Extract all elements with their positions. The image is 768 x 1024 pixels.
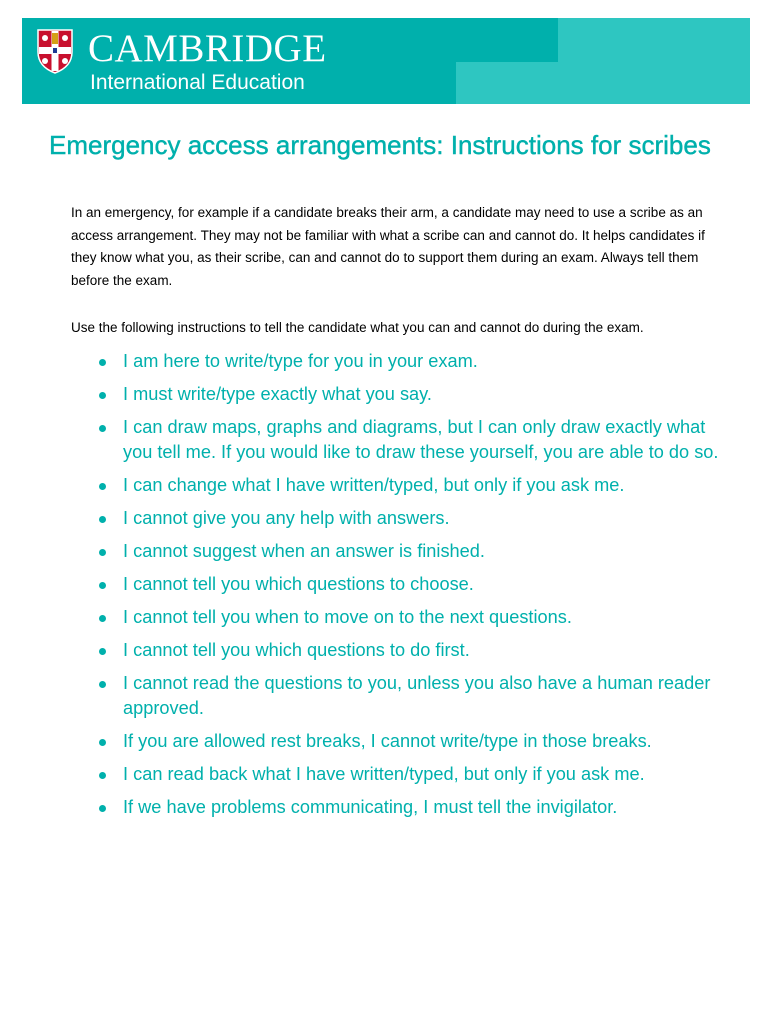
list-item: [99, 382, 739, 407]
page-title: Emergency access arrangements: Instructions for scribes: [49, 130, 711, 160]
banner-accent-block: [456, 62, 750, 104]
bullet-icon: [99, 516, 106, 523]
list-item: [99, 795, 739, 820]
bullet-icon: [99, 772, 106, 779]
list-item: [99, 506, 739, 531]
rule-text: I cannot give you any help with answers.: [123, 508, 450, 528]
bullet-icon: [99, 359, 106, 366]
list-item: [99, 539, 739, 564]
list-item: [99, 605, 739, 630]
rule-text: If you are allowed rest breaks, I cannot write/type in those breaks.: [123, 731, 652, 751]
brand-subtitle: International Education: [90, 71, 305, 94]
list-item: [99, 729, 739, 754]
intro-paragraph: In an emergency, for example if a candidate breaks their arm, a candidate may need to use a scribe as an access arrangement. They may not be familiar with what a scribe can and cannot do. It helps candidates if they know what you, as their scribe, can and cannot do to support them during an exam. Always tell them before the exam.: [71, 205, 705, 288]
bullet-icon: [99, 483, 106, 490]
list-item: [99, 473, 739, 498]
bullet-icon: [99, 582, 106, 589]
rule-text: I am here to write/type for you in your exam.: [123, 351, 478, 371]
list-item: [99, 671, 739, 721]
bullet-icon: [99, 549, 106, 556]
rule-text: I cannot tell you when to move on to the next questions.: [123, 607, 572, 627]
university-crest-icon: [36, 28, 74, 74]
bullet-icon: [99, 648, 106, 655]
bullet-icon: [99, 805, 106, 812]
list-item: [99, 349, 739, 374]
banner-accent-block: [558, 18, 750, 62]
rule-text: I cannot tell you which questions to do first.: [123, 640, 470, 660]
instruction-paragraph: Use the following instructions to tell the candidate what you can and cannot do during the exam.: [71, 320, 644, 335]
bullet-icon: [99, 425, 106, 432]
rule-text: If we have problems communicating, I must tell the invigilator.: [123, 797, 618, 817]
rule-text: I can read back what I have written/typed, but only if you ask me.: [123, 764, 645, 784]
list-item: [99, 638, 739, 663]
bullet-icon: [99, 681, 106, 688]
rule-text: I cannot read the questions to you, unless you also have a human reader approved.: [123, 673, 711, 718]
list-item: [99, 762, 739, 787]
brand-name: CAMBRIDGE: [88, 27, 327, 70]
list-item: [99, 572, 739, 597]
header-banner: [22, 18, 750, 104]
bullet-icon: [99, 739, 106, 746]
rule-text: I cannot suggest when an answer is finished.: [123, 541, 485, 561]
rules-list: [99, 349, 739, 828]
rule-text: I cannot tell you which questions to choose.: [123, 574, 474, 594]
rule-text: I can draw maps, graphs and diagrams, but I can only draw exactly what you tell me. If you would like to draw these yourself, you are able to do so.: [123, 417, 719, 462]
rule-text: I can change what I have written/typed, but only if you ask me.: [123, 475, 625, 495]
bullet-icon: [99, 392, 106, 399]
bullet-icon: [99, 615, 106, 622]
list-item: [99, 415, 739, 465]
rule-text: I must write/type exactly what you say.: [123, 384, 432, 404]
